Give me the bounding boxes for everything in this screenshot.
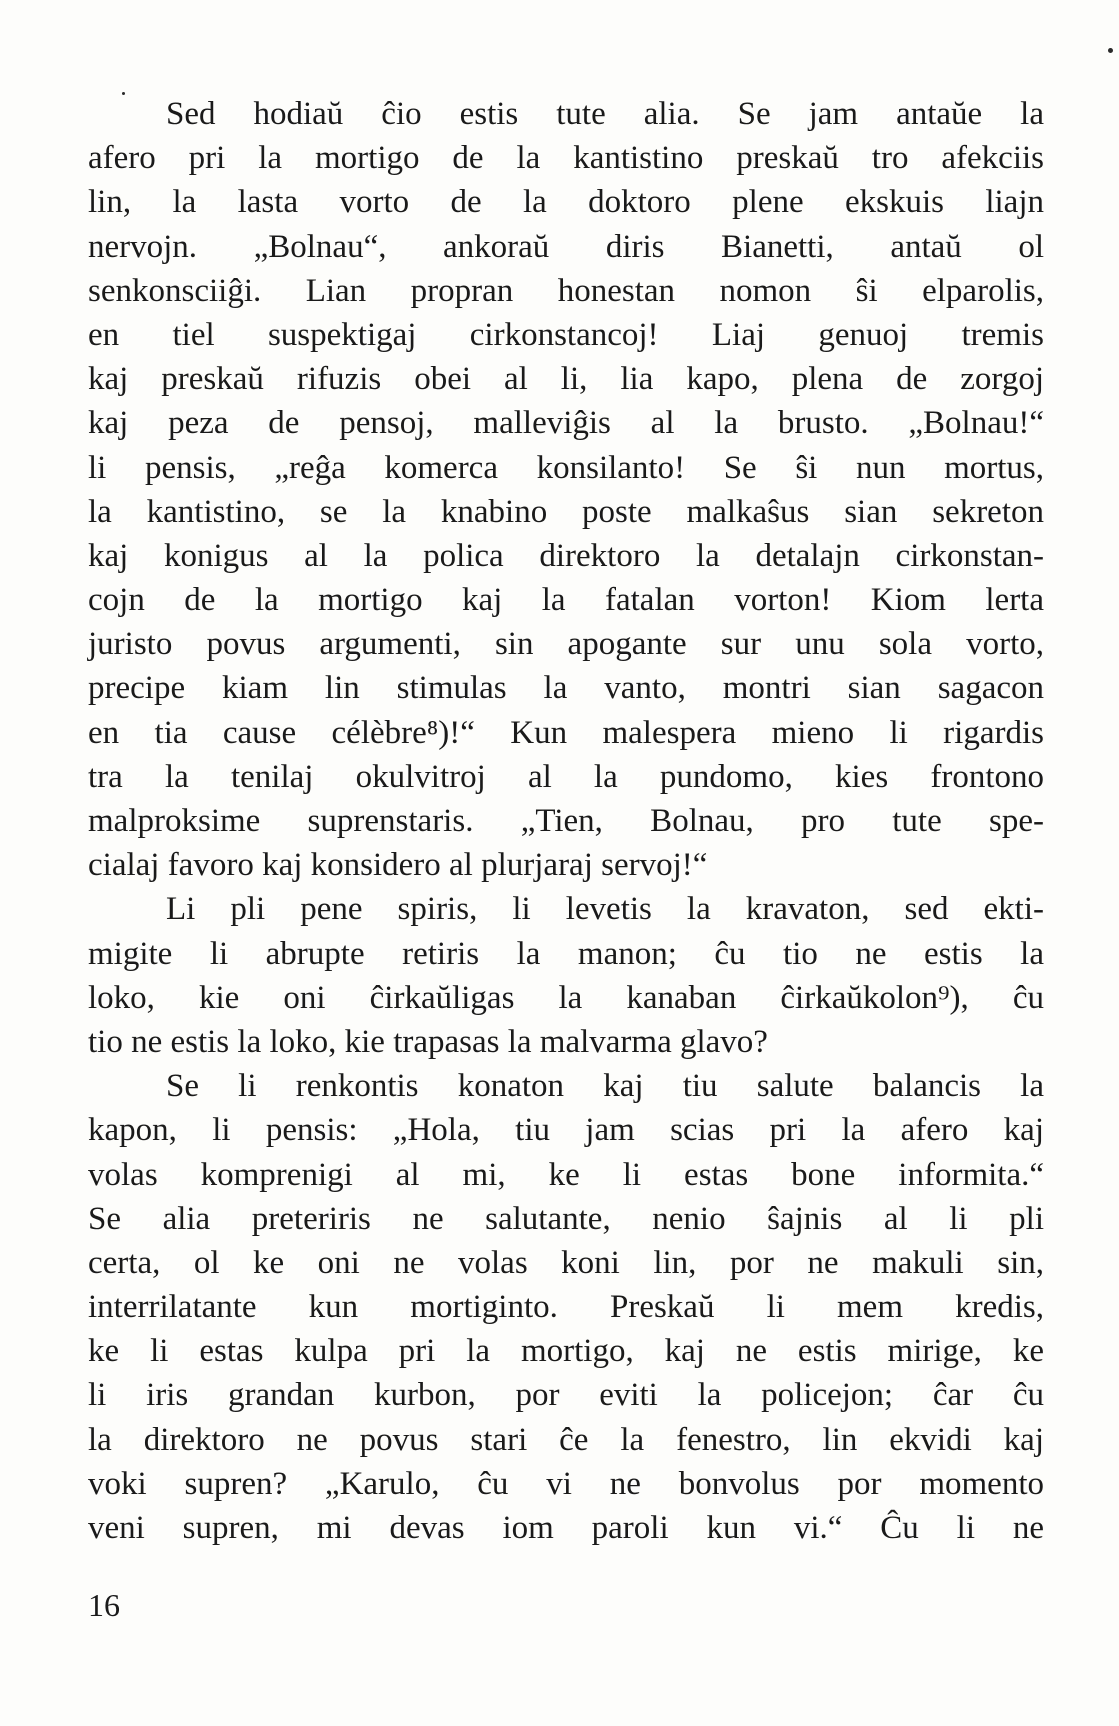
scan-speck xyxy=(1108,48,1113,53)
text-line: la direktoro ne povus stari ĉe la fenestro, lin ekvidi kaj xyxy=(88,1421,1044,1458)
text-line: tio ne estis la loko, kie trapasas la malvarma glavo? xyxy=(88,1023,768,1060)
text-line: loko, kie oni ĉirkaŭligas la kanaban ĉirkaŭkolon⁹), ĉu xyxy=(88,979,1044,1016)
text-line: kapon, li pensis: „Hola, tiu jam scias pri la afero kaj xyxy=(88,1112,1044,1149)
text-line: tra la tenilaj okulvitroj al la pundomo, kies frontono xyxy=(88,758,1044,795)
text-line: la kantistino, se la knabino poste malkaŝus sian sekreton xyxy=(88,493,1044,530)
text-line: volas komprenigi al mi, ke li estas bone informita.“ xyxy=(88,1156,1044,1193)
text-line: kaj preskaŭ rifuzis obei al li, lia kapo, plena de zorgoj xyxy=(88,361,1044,398)
text-line: Sed hodiaŭ ĉio estis tute alia. Se jam antaŭe la xyxy=(166,96,1044,132)
text-line: interrilatante kun mortiginto. Preskaŭ li mem kredis, xyxy=(88,1289,1044,1326)
text-line: li iris grandan kurbon, por eviti la policejon; ĉar ĉu xyxy=(88,1377,1044,1414)
text-line: kaj peza de pensoj, malleviĝis al la brusto. „Bolnau!“ xyxy=(88,405,1044,442)
text-line: en tia cause célèbre⁸)!“ Kun malespera mieno li rigardis xyxy=(88,714,1044,751)
text-line: voki supren? „Karulo, ĉu vi ne bonvolus por momento xyxy=(88,1465,1044,1502)
text-line: cialaj favoro kaj konsidero al plurjaraj servoj!“ xyxy=(88,847,708,884)
text-line: precipe kiam lin stimulas la vanto, montri sian sagacon xyxy=(88,670,1044,707)
text-line: nervojn. „Bolnau“, ankoraŭ diris Bianetti, antaŭ ol xyxy=(88,228,1044,265)
text-line: migite li abrupte retiris la manon; ĉu tio ne estis la xyxy=(88,935,1044,972)
text-line: ke li estas kulpa pri la mortigo, kaj ne estis mirige, ke xyxy=(88,1333,1044,1370)
text-line: cojn de la mortigo kaj la fatalan vorton! Kiom lerta xyxy=(88,582,1044,619)
body-text xyxy=(88,92,1044,1550)
text-line: Se li renkontis konaton kaj tiu salute balancis la xyxy=(166,1068,1044,1105)
text-line: en tiel suspektigaj cirkonstancoj! Liaj genuoj tremis xyxy=(88,316,1044,353)
text-line: afero pri la mortigo de la kantistino preskaŭ tro afekciis xyxy=(88,140,1044,177)
scan-speck xyxy=(122,92,125,95)
page-number: 16 xyxy=(88,1587,120,1623)
text-line: lin, la lasta vorto de la doktoro plene ekskuis liajn xyxy=(88,184,1044,221)
text-line: juristo povus argumenti, sin apogante sur unu sola vorto, xyxy=(88,626,1044,663)
text-line: malproksime suprenstaris. „Tien, Bolnau, pro tute spe- xyxy=(88,803,1044,839)
text-line: Li pli pene spiris, li levetis la kravaton, sed ekti- xyxy=(166,891,1044,928)
text-line: kaj konigus al la polica direktoro la detalajn cirkonstan- xyxy=(88,537,1044,574)
text-line: li pensis, „reĝa komerca konsilanto! Se ŝi nun mortus, xyxy=(88,449,1044,486)
text-line: Se alia preteriris ne salutante, nenio ŝajnis al li pli xyxy=(88,1200,1044,1237)
text-line: senkonsciiĝi. Lian propran honestan nomon ŝi elparolis, xyxy=(88,272,1044,309)
text-line: certa, ol ke oni ne volas koni lin, por ne makuli sin, xyxy=(88,1244,1044,1281)
text-line: veni supren, mi devas iom paroli kun vi.“ Ĉu li ne xyxy=(88,1510,1044,1546)
